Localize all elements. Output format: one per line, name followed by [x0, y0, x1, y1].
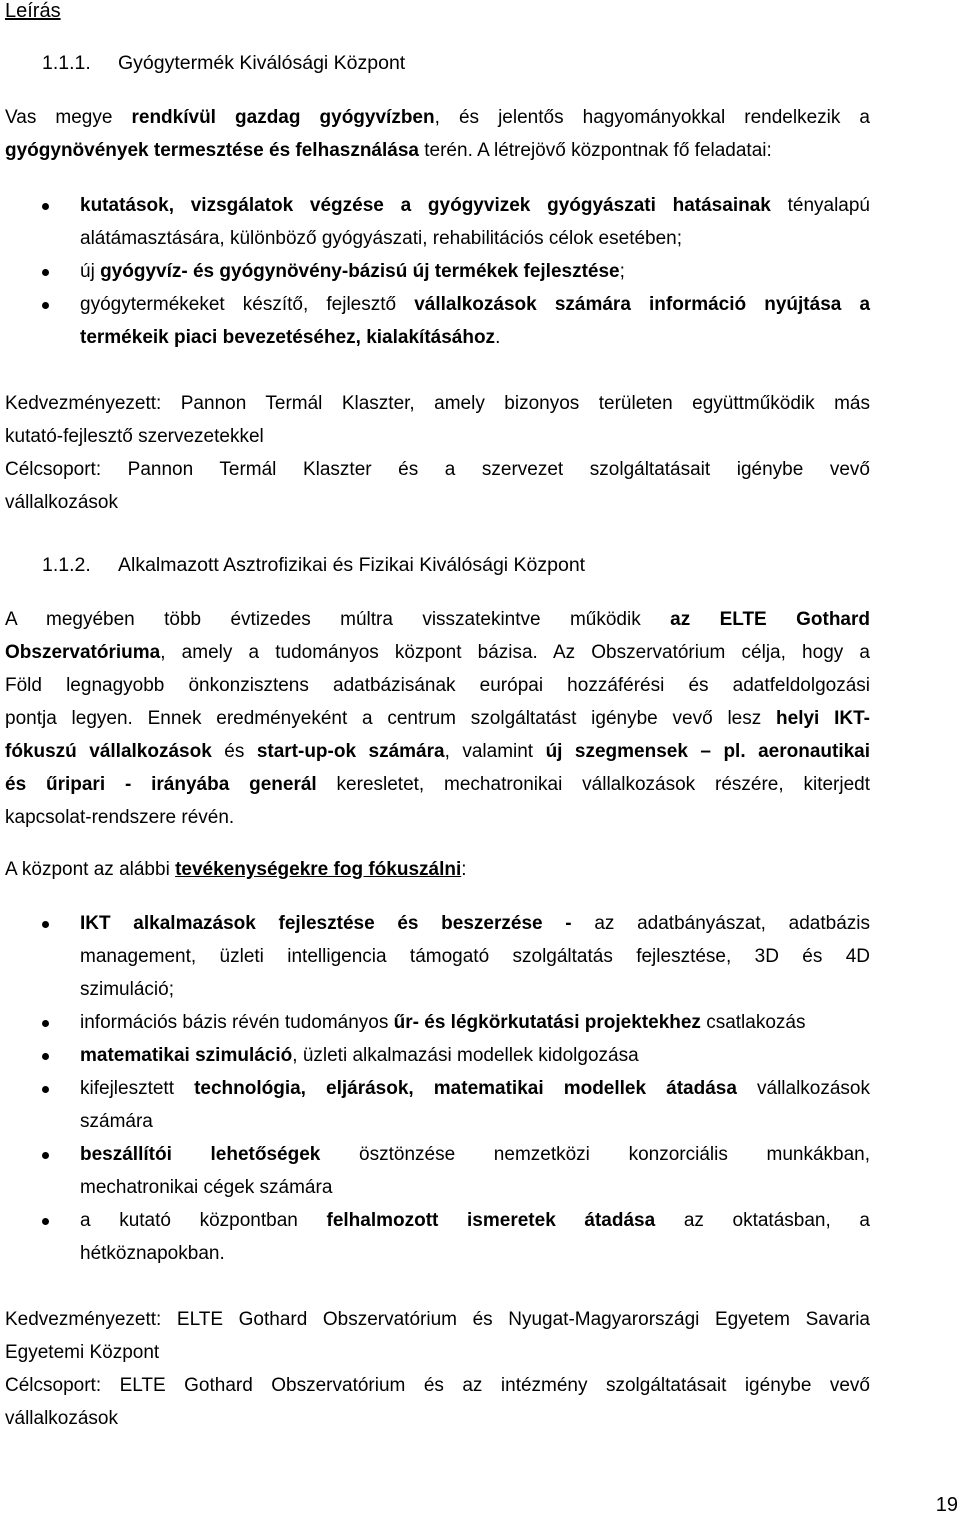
list-item: kutatások, vizsgálatok végzése a gyógyvizek gyógyászati hatásainak tényalapú alátámasztására, különböző gyógyászati, rehabilitációs célok esetében; [0, 189, 870, 255]
observatory-paragraph: A megyében több évtizedes múltra visszatekintve működik az ELTE Gothard Obszervatóriuma, amely a tudományos központ bázisa. Az Obszervatórium célja, hogy a Föld legnagyobb önkonzisztens adatbázisának európai hozzáférési és adatfeldolgozási pontja legyen. Ennek eredményeként a centrum szolgáltatást igénybe vevő lesz helyi IKT- fókuszú vállalkozások és start-up-ok számára, valamint új szegmensek – pl. aeronautikai és űripari - irányába generál keresletet, mechatronikai vállalkozások részére, kiterjedt kapcsolat-rendszere révén. [5, 609, 871, 828]
list-item: kifejlesztett technológia, eljárások, matematikai modellek átadása vállalkozások számára [0, 1072, 870, 1138]
bullet-icon [42, 1218, 49, 1225]
bullet-icon [42, 1152, 49, 1159]
page-number: 19 [935, 1494, 958, 1516]
bullet-icon [42, 203, 49, 210]
list-item: IKT alkalmazások fejlesztése és beszerzése - az adatbányászat, adatbázis management, üzleti intelligencia támogató szolgáltatás fejlesztése, 3D és 4D szimuláció; [0, 907, 870, 1006]
list-item: matematikai szimuláció, üzleti alkalmazási modellek kidolgozása [0, 1039, 870, 1072]
intro-paragraph: Vas megye rendkívül gazdag gyógyvízben, és jelentős hagyományokkal rendelkezik a gyógynövények termesztése és felhasználása terén. A létrejövő központnak fő feladatai: [5, 107, 870, 161]
bullet-icon [42, 1053, 49, 1060]
bullet-icon [42, 269, 49, 276]
beneficiary-paragraph-2: Kedvezményezett: ELTE Gothard Obszervatórium és Nyugat-Magyarországi Egyetem Savaria Egyetemi Központ Célcsoport: ELTE Gothard Obszervatórium és az intézmény szolgáltatásait igénybe vevő vállalkozások [5, 1309, 870, 1429]
heading-link[interactable]: Leírás [5, 0, 61, 22]
section-heading: Alkalmazott Asztrofizikai és Fizikai Kiválósági Központ [118, 554, 586, 576]
bullet-icon [42, 1086, 49, 1093]
list-item: információs bázis révén tudományos űr- és légkörkutatási projektekhez csatlakozás [0, 1006, 870, 1039]
list-item: beszállítói lehetőségek ösztönzése nemzetközi konzorciális munkákban, mechatronikai cégek számára [0, 1138, 870, 1204]
section-title-1 [42, 52, 405, 75]
focus-paragraph: A központ az alábbi tevékenységekre fog fókuszálni: [5, 859, 467, 880]
activity-list [0, 907, 870, 1270]
bullet-icon [42, 921, 49, 928]
section-number: 1.1.1. [42, 52, 91, 74]
list-item: a kutató központban felhalmozott ismeretek átadása az oktatásban, a hétköznapokban. [0, 1204, 870, 1270]
section-number: 1.1.2. [42, 554, 91, 576]
section-title-2 [42, 554, 585, 577]
section-heading: Gyógytermék Kiválósági Központ [118, 52, 406, 74]
bullet-icon [42, 302, 49, 309]
list-item: gyógytermékeket készítő, fejlesztő vállalkozások számára információ nyújtása a termékeik piaci bevezetéséhez, kialakításához. [0, 288, 870, 354]
beneficiary-paragraph-1: Kedvezményezett: Pannon Termál Klaszter, amely bizonyos területen együttműködik más kutató-fejlesztő szervezetekkel Célcsoport: Pannon Termál Klaszter és a szervezet szolgáltatásait igénybe vevő vállalkozások [5, 393, 870, 513]
bullet-icon [42, 1020, 49, 1027]
list-item: új gyógyvíz- és gyógynövény-bázisú új termékek fejlesztése; [0, 255, 870, 288]
task-list [0, 189, 870, 354]
